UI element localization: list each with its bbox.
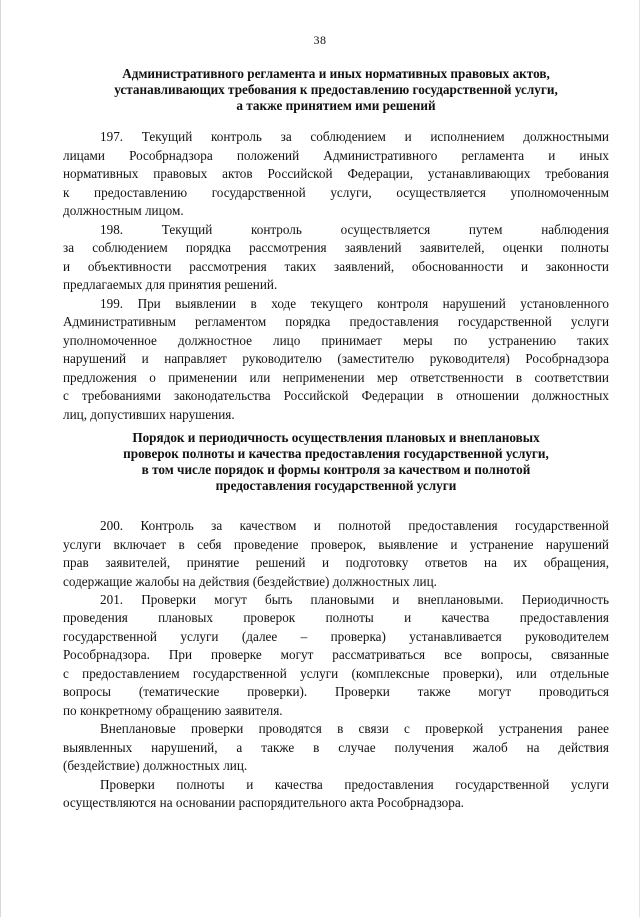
- text-line: 197. Текущий контроль за соблюдением и исполнением должностными: [100, 129, 609, 144]
- text-line: (бездействие) должностных лиц.: [63, 758, 248, 773]
- section-heading-control-regulation: [63, 66, 609, 114]
- paragraph-inspection-basis: [63, 776, 609, 813]
- text-line: нарушений и направляет руководителю (заместителю руководителя) Рособрнадзора: [63, 351, 609, 366]
- section-heading-inspections: [63, 430, 609, 494]
- text-line: Рособрнадзора. При проверке могут рассматриваться все вопросы, связанные: [63, 647, 609, 662]
- heading-line: предоставления государственной услуги: [215, 478, 457, 493]
- text-line: Проверки полноты и качества предоставления государственной услуги: [100, 776, 609, 792]
- heading-line: Административного регламента и иных нормативных правовых актов,: [122, 66, 550, 81]
- text-line: содержащие жалобы на действия (бездействие) должностных лиц.: [63, 573, 437, 589]
- paragraph-198: [63, 221, 609, 295]
- text-line: и объективности рассмотрения таких заявлений, обоснованности и законности: [63, 258, 609, 274]
- paragraph-unscheduled-inspections: [63, 720, 609, 776]
- text-line: лиц, допустивших нарушения.: [63, 406, 235, 422]
- text-line: предлагаемых для принятия решений.: [63, 277, 278, 292]
- text-line: услуги включает в себя проведение проверок, выявление и устранение нарушений: [63, 536, 609, 552]
- paragraph-201: [63, 591, 609, 721]
- text-line: с предоставлением государственной услуги (комплексные проверки), или отдельные: [63, 665, 609, 681]
- text-line: осуществляются на основании распорядительного акта Рособрнадзора.: [63, 795, 464, 810]
- text-line: нормативных правовых актов Российской Федерации, устанавливающих требования: [63, 166, 609, 181]
- heading-line: проверок полноты и качества предоставления государственной услуги,: [123, 446, 549, 461]
- heading-line: а также принятием ими решений: [236, 98, 436, 113]
- text-line: 199. При выявлении в ходе текущего контроля нарушений установленного: [100, 295, 609, 311]
- text-line: 200. Контроль за качеством и полнотой предоставления государственной: [100, 518, 609, 533]
- text-line: к предоставлению государственной услуги, осуществляется уполномоченным: [63, 184, 609, 200]
- text-line: Административным регламентом порядка предоставления государственной услуги: [63, 314, 609, 329]
- heading-line: Порядок и периодичность осуществления плановых и внеплановых: [132, 430, 540, 445]
- text-line: прав заявителей, принятие решений и подготовку ответов на их обращения,: [63, 555, 609, 570]
- paragraph-199: [63, 295, 609, 425]
- text-line: предложения о применении или неприменении мер ответственности в соответствии: [63, 369, 609, 385]
- text-line: по конкретному обращению заявителя.: [63, 702, 283, 718]
- text-line: Внеплановые проверки проводятся в связи с проверкой устранения ранее: [100, 721, 609, 736]
- text-line: 201. Проверки могут быть плановыми и внеплановыми. Периодичность: [100, 591, 609, 607]
- text-line: лицами Рособрнадзора положений Административного регламента и иных: [63, 147, 609, 163]
- heading-line: в том числе порядок и формы контроля за качеством и полнотой: [141, 462, 531, 477]
- text-line: должностным лицом.: [63, 203, 184, 218]
- text-line: 198. Текущий контроль осуществляется путем наблюдения: [100, 221, 609, 237]
- page-number: 38: [313, 33, 327, 47]
- text-line: с требованиями законодательства Российской Федерации в отношении должностных: [63, 388, 609, 403]
- text-line: государственной услуги (далее – проверка) устанавливается руководителем: [63, 628, 609, 644]
- text-line: за соблюдением порядка рассмотрения заявлений заявителей, оценки полноты: [63, 240, 609, 255]
- text-line: выявленных нарушений, а также в случае получения жалоб на действия: [63, 739, 609, 755]
- text-line: уполномоченное должностное лицо принимает меры по устранению таких: [63, 332, 609, 348]
- paragraph-197: [63, 128, 609, 221]
- heading-line: устанавливающих требования к предоставлению государственной услуги,: [114, 82, 558, 97]
- text-line: проведения плановых проверок полноты и качества предоставления: [63, 610, 609, 625]
- text-line: вопросы (тематические проверки). Проверки также могут проводиться: [63, 684, 609, 699]
- paragraph-200: [63, 517, 609, 591]
